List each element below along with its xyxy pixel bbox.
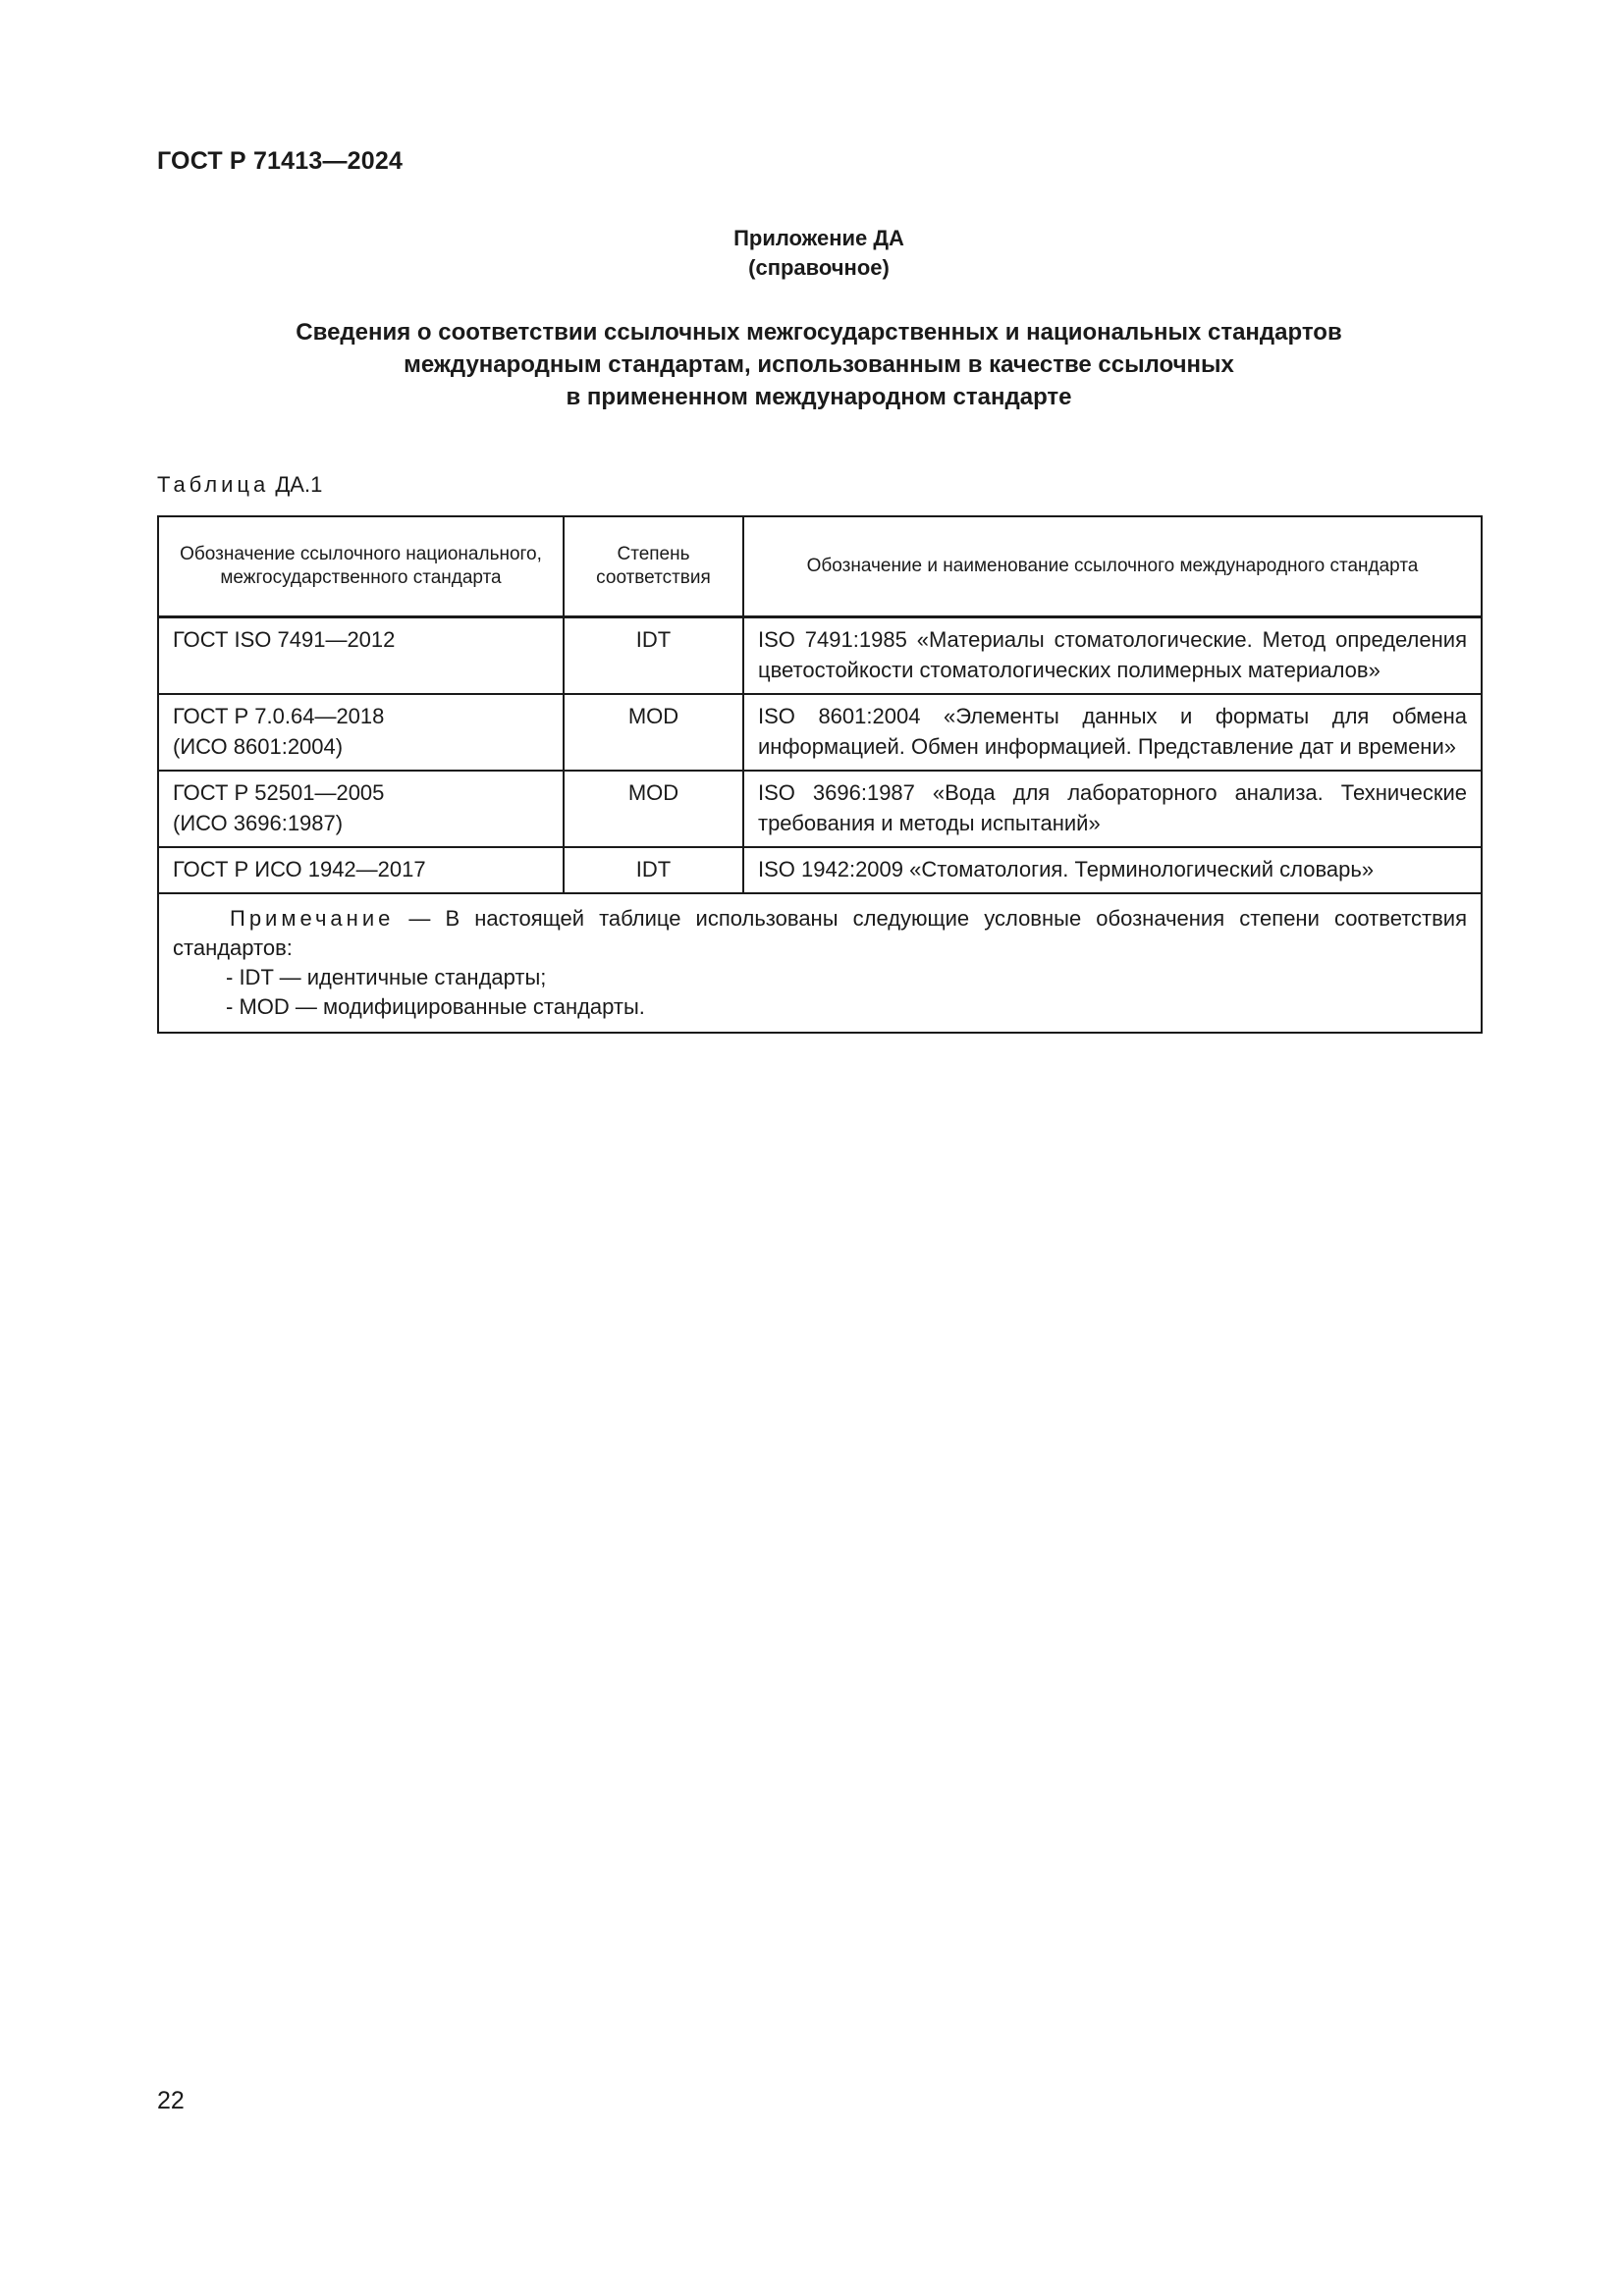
note-text <box>173 904 1467 963</box>
international-standard-cell: ISO 7491:1985 «Материалы стоматологические. Метод определения цветостойкости стоматологических полимерных материалов» <box>743 617 1482 695</box>
degree-cell: IDT <box>564 617 743 695</box>
table-row <box>158 847 1482 893</box>
appendix-label: Приложение ДА <box>733 226 904 250</box>
table-note <box>158 893 1482 1033</box>
note-label: Примечание <box>230 906 395 931</box>
international-standard-cell: ISO 8601:2004 «Элементы данных и форматы для обмена информацией. Обмен информацией. Представление дат и времени» <box>743 694 1482 771</box>
international-standard-cell: ISO 1942:2009 «Стоматология. Терминологический словарь» <box>743 847 1482 893</box>
appendix-heading <box>157 224 1481 283</box>
note-item: - IDT — идентичные стандарты; <box>226 965 547 989</box>
degree-cell: MOD <box>564 771 743 847</box>
appendix-title-line: в примененном международном стандарте <box>566 384 1072 410</box>
table-caption-number: ДА.1 <box>275 472 323 497</box>
table-caption-prefix: Таблица <box>157 472 270 497</box>
header-international-standard: Обозначение и наименование ссылочного международного стандарта <box>743 516 1482 617</box>
document-code: ГОСТ Р 71413—2024 <box>157 147 404 175</box>
correspondence-table <box>157 515 1483 1034</box>
appendix-title-line: Сведения о соответствии ссылочных межгосударственных и национальных стандартов <box>296 319 1342 346</box>
page-number: 22 <box>157 2087 185 2114</box>
table-header-row <box>158 516 1482 617</box>
national-standard-line: ГОСТ Р 7.0.64—2018 <box>173 704 385 728</box>
table-note-row <box>158 893 1482 1033</box>
degree-cell: IDT <box>564 847 743 893</box>
national-standard-line: ГОСТ Р ИСО 1942—2017 <box>173 857 426 881</box>
table-row <box>158 617 1482 695</box>
national-standard-line: (ИСО 3696:1987) <box>173 811 344 835</box>
national-standard-cell <box>158 847 564 893</box>
note-body: — В настоящей таблице использованы следующие условные обозначения степени соответствия стандартов: <box>173 906 1467 960</box>
appendix-kind: (справочное) <box>748 255 890 280</box>
header-national-standard: Обозначение ссылочного национального, межгосударственного стандарта <box>158 516 564 617</box>
national-standard-line: ГОСТ ISO 7491—2012 <box>173 627 396 652</box>
national-standard-line: (ИСО 8601:2004) <box>173 734 344 759</box>
national-standard-cell <box>158 617 564 695</box>
note-item: - MOD — модифицированные стандарты. <box>226 994 645 1019</box>
table-caption <box>157 472 322 498</box>
degree-cell: MOD <box>564 694 743 771</box>
header-degree: Степень соответствия <box>564 516 743 617</box>
national-standard-line: ГОСТ Р 52501—2005 <box>173 780 385 805</box>
table-row <box>158 771 1482 847</box>
table-row <box>158 694 1482 771</box>
national-standard-cell <box>158 694 564 771</box>
international-standard-cell: ISO 3696:1987 «Вода для лабораторного анализа. Технические требования и методы испытаний» <box>743 771 1482 847</box>
national-standard-cell <box>158 771 564 847</box>
appendix-title-line: международным стандартам, использованным в качестве ссылочных <box>404 351 1234 378</box>
appendix-title <box>157 316 1481 413</box>
